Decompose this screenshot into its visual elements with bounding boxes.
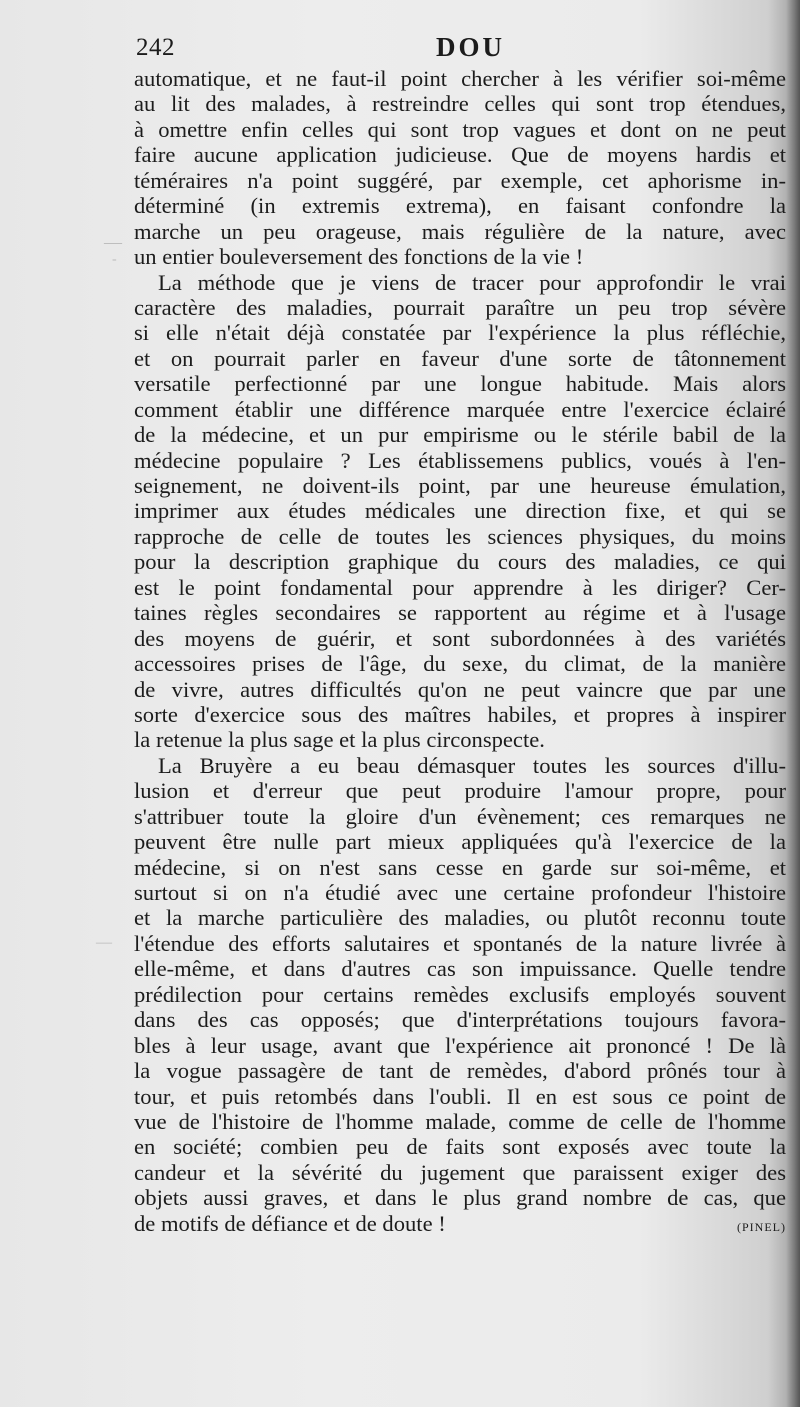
text-line: bles à leur usage, avant que l'expérience ait prononcé ! De là: [134, 1032, 786, 1058]
text-line: prédilection pour certains remèdes exclusifs employés souvent: [134, 981, 786, 1007]
text-line: la retenue la plus sage et la plus circonspecte.: [134, 727, 545, 753]
text-line: la vogue passagère de tant de remèdes, d'abord prônés tour à: [134, 1058, 786, 1084]
text-line: imprimer aux études médicales une direction fixe, et qui se: [134, 498, 786, 524]
text-line: et on pourrait parler en faveur d'une sorte de tâtonnement: [134, 345, 786, 371]
page-number: 242: [136, 34, 175, 61]
text-line: surtout si on n'a étudié avec une certaine profondeur l'histoire: [134, 880, 786, 905]
paragraph: [134, 270, 786, 753]
text-line: tour, et puis retombés dans l'oubli. Il en est sous ce point de: [134, 1083, 786, 1109]
text-line: de la médecine, et un pur empirisme ou le stérile babil de la: [134, 422, 786, 448]
text-line: de vivre, autres difficultés qu'on ne peut vaincre que par une: [134, 676, 786, 702]
text-line: téméraires n'a point suggéré, par exemple, cet aphorisme in-: [134, 167, 786, 193]
text-line: à omettre enfin celles qui sont trop vagues et dont on ne peut: [134, 116, 786, 142]
text-line: versatile perfectionné par une longue habitude. Mais alors: [134, 371, 786, 397]
text-line: taines règles secondaires se rapportent au régime et à l'usage: [134, 600, 786, 626]
text-line: La Bruyère a eu beau démasquer toutes les sources d'illu-: [158, 752, 786, 778]
text-line: faire aucune application judicieuse. Que de moyens hardis et: [134, 142, 786, 168]
margin-dash-mark: -: [112, 252, 117, 267]
text-line: peuvent être nulle part mieux appliquées qu'à l'exercice de la: [134, 829, 786, 855]
page-header: [136, 32, 788, 66]
text-line: et la marche particulière des maladies, ou plutôt reconnu toute: [134, 905, 786, 931]
author-signature: (PINEL): [737, 1219, 786, 1234]
text-line: [134, 1211, 786, 1236]
text-line: l'étendue des efforts salutaires et spontanés de la nature livrée à: [134, 930, 786, 956]
text-line: rapproche de celle de toutes les sciences physiques, du moins: [134, 523, 786, 549]
text-line: sorte d'exercice sous des maîtres habiles, et propres à inspirer: [134, 701, 786, 727]
text-line: automatique, et ne faut-il point chercher à les vérifier soi-même: [134, 66, 786, 91]
text-line: pour la description graphique du cours des maladies, ce qui: [134, 549, 786, 575]
text-line: si elle n'était déjà constatée par l'expérience la plus réfléchie,: [134, 320, 786, 346]
text-line: candeur et la sévérité du jugement que paraissent exiger des: [134, 1159, 786, 1185]
running-head: DOU: [436, 32, 505, 62]
text-line: au lit des malades, à restreindre celles qui sont trop étendues,: [134, 91, 786, 117]
paragraph: [134, 753, 786, 1236]
text-line: La méthode que je viens de tracer pour approfondir le vrai: [158, 269, 786, 295]
margin-dash-mark: —: [96, 934, 112, 951]
margin-dash-mark: —: [104, 232, 122, 252]
text-line-content: de motifs de défiance et de doute !: [134, 1210, 446, 1236]
body-text: [134, 66, 786, 1240]
text-line: médecine, si on n'est sans cesse en garde sur soi-même, et: [134, 854, 786, 880]
text-line: objets aussi graves, et dans le plus grand nombre de cas, que: [134, 1185, 786, 1211]
text-line: en société; combien peu de faits sont exposés avec toute la: [134, 1134, 786, 1160]
text-line: seignement, ne doivent-ils point, par une heureuse émulation,: [134, 473, 786, 498]
text-line: des moyens de guérir, et sont subordonnées à des variétés: [134, 625, 786, 651]
text-line: caractère des maladies, pourrait paraître un peu trop sévère: [134, 294, 786, 320]
text-line: vue de l'histoire de l'homme malade, comme de celle de l'homme: [134, 1108, 786, 1134]
text-line: comment établir une différence marquée entre l'exercice éclairé: [134, 396, 786, 422]
text-line: dans des cas opposés; que d'interprétations toujours favora-: [134, 1007, 786, 1033]
paragraph: [134, 66, 786, 270]
text-line: déterminé (in extremis extrema), en faisant confondre la: [134, 193, 786, 219]
page-spine-shadow: [786, 0, 800, 1407]
text-line: médecine populaire ? Les établissemens publics, voués à l'en-: [134, 447, 786, 473]
text-line: un entier bouleversement des fonctions de la vie !: [134, 244, 584, 270]
text-line: s'attribuer toute la gloire d'un évènement; ces remarques ne: [134, 803, 786, 829]
text-line: lusion et d'erreur que peut produire l'amour propre, pour: [134, 778, 786, 804]
text-line: est le point fondamental pour apprendre à les diriger? Cer-: [134, 574, 786, 600]
text-line: accessoires prises de l'âge, du sexe, du climat, de la manière: [134, 651, 786, 677]
text-line: elle-même, et dans d'autres cas son impuissance. Quelle tendre: [134, 956, 786, 982]
text-line: marche un peu orageuse, mais régulière de la nature, avec: [134, 218, 786, 244]
